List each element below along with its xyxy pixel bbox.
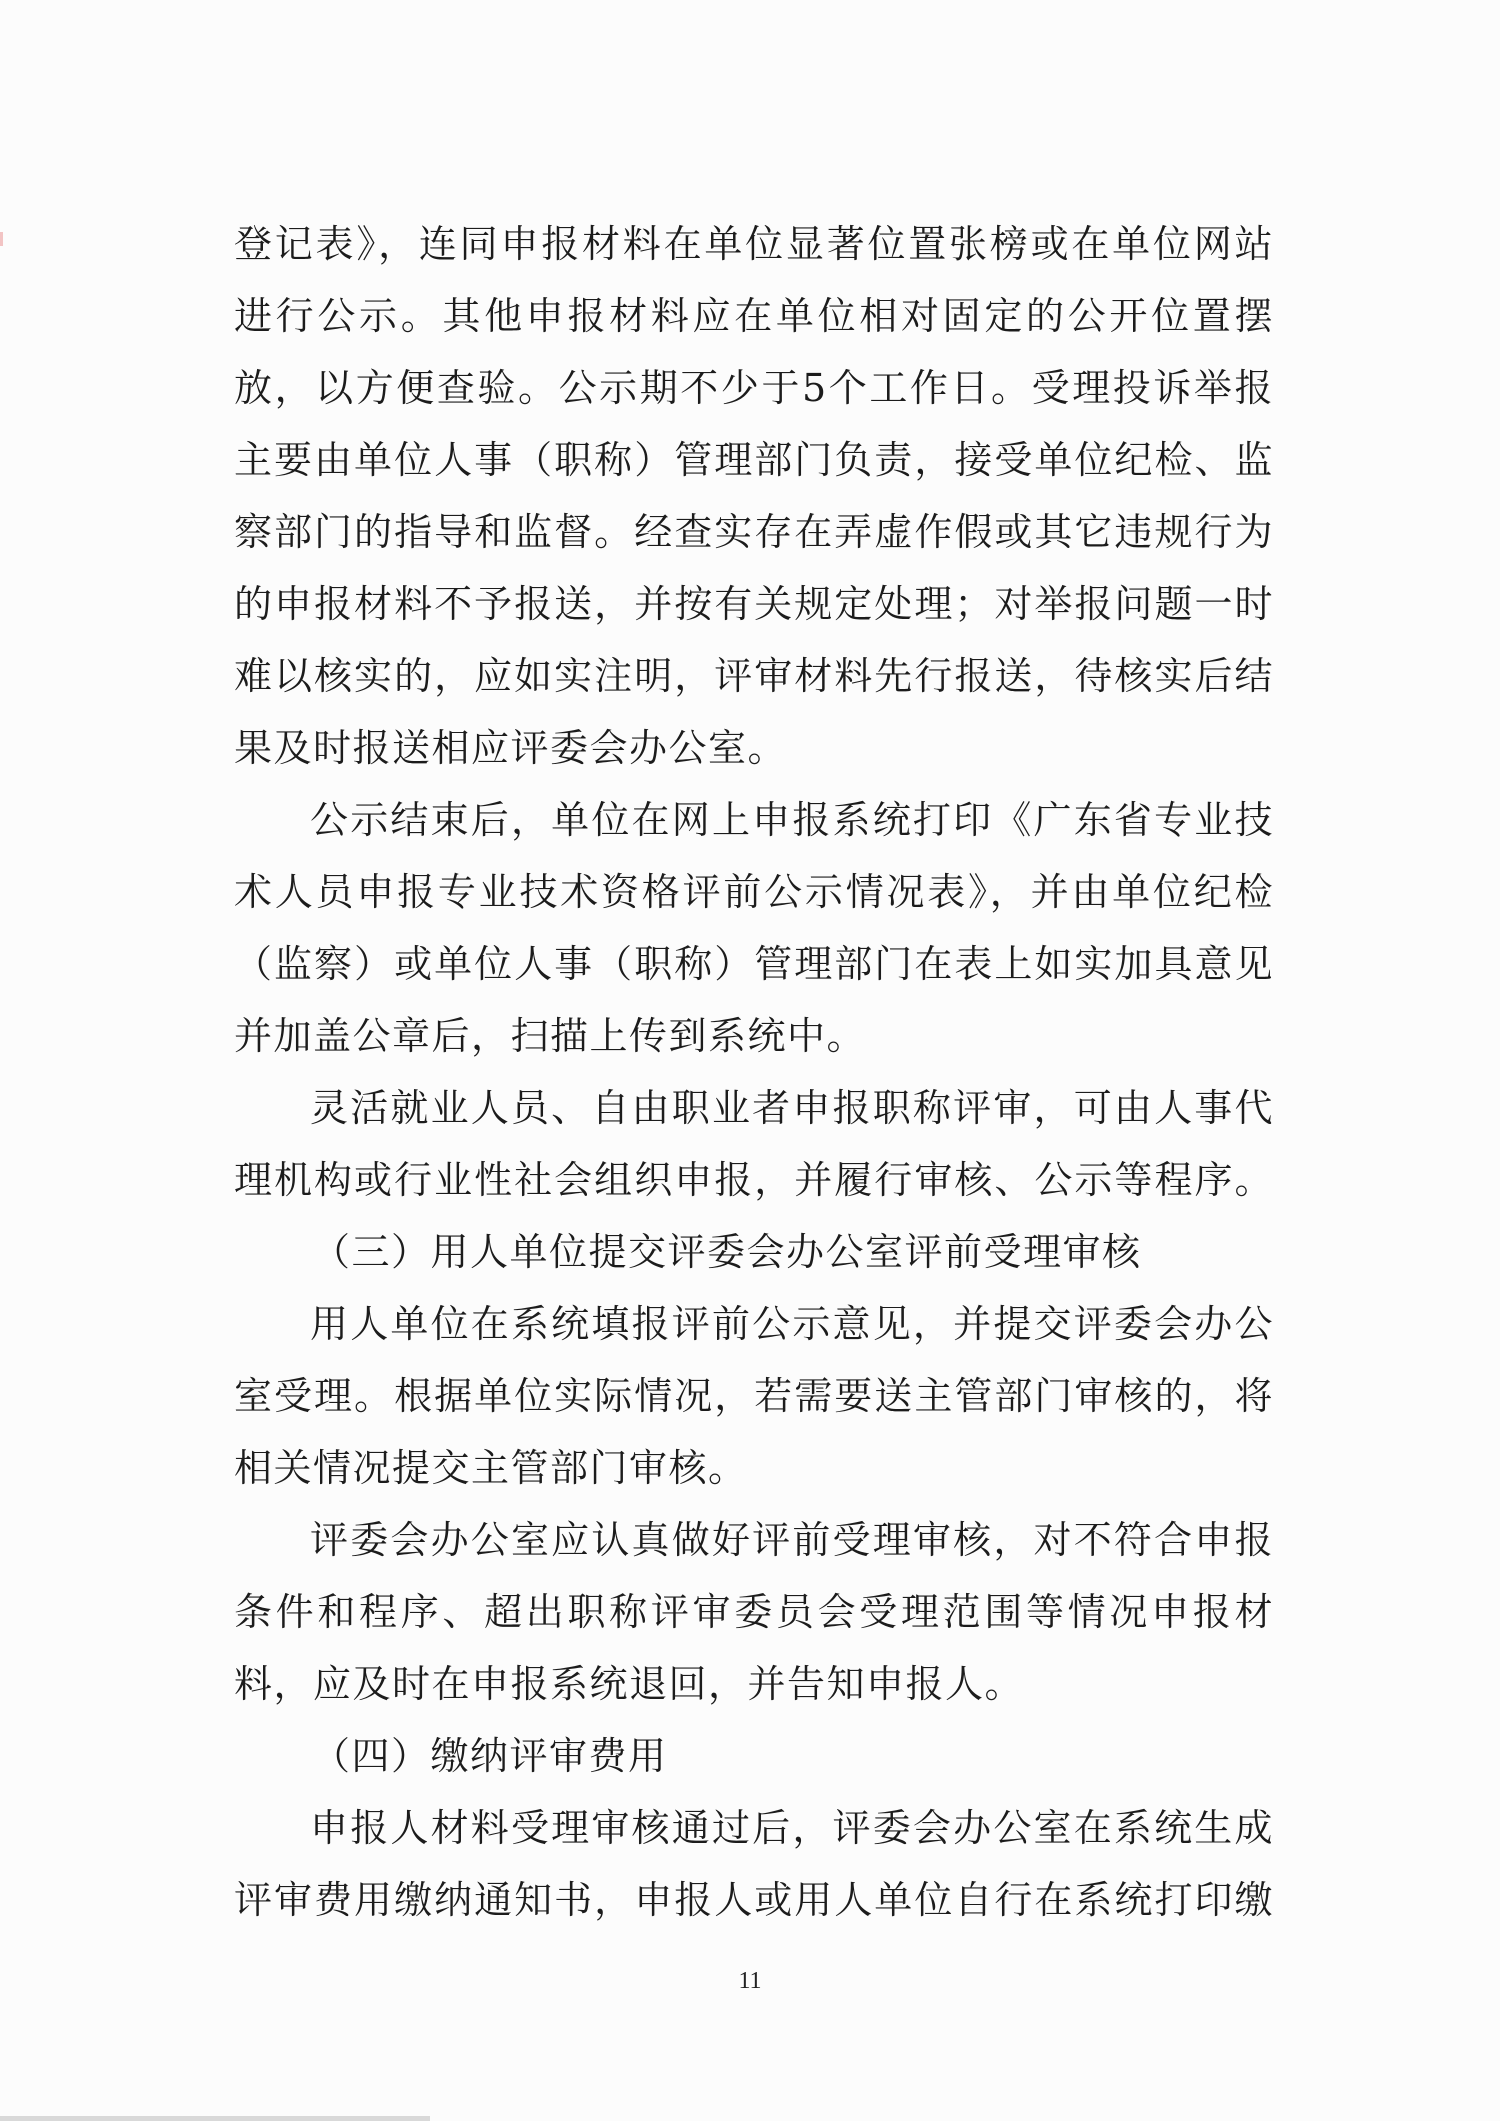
paragraph-first-line: 公示结束后，单位在网上申报系统打印《广东省专业技 [310, 798, 1274, 842]
body-text-line: 主要由单位人事（职称）管理部门负责，接受单位纪检、监 [234, 438, 1274, 482]
scan-edge [0, 2116, 430, 2121]
body-text-line: 放，以方便查验。公示期不少于5个工作日。受理投诉举报 [234, 366, 1274, 410]
body-text-line: 难以核实的，应如实注明，评审材料先行报送，待核实后结 [234, 654, 1274, 698]
body-text-line: 条件和程序、超出职称评审委员会受理范围等情况申报材 [234, 1590, 1274, 1634]
body-text-line: 室受理。根据单位实际情况，若需要送主管部门审核的，将 [234, 1374, 1274, 1418]
paragraph-first-line: 灵活就业人员、自由职业者申报职称评审，可由人事代 [310, 1086, 1274, 1130]
body-text-line: 果及时报送相应评委会办公室。 [234, 726, 788, 770]
paragraph-first-line: 申报人材料受理审核通过后，评委会办公室在系统生成 [310, 1806, 1274, 1850]
body-text-line: 并加盖公章后，扫描上传到系统中。 [234, 1014, 867, 1058]
body-text-line: 评审费用缴纳通知书，申报人或用人单位自行在系统打印缴 [234, 1878, 1274, 1922]
body-text-line: 料，应及时在申报系统退回，并告知申报人。 [234, 1662, 1025, 1706]
body-text-line: 的申报材料不予报送，并按有关规定处理；对举报问题一时 [234, 582, 1274, 626]
body-text-line: 术人员申报专业技术资格评前公示情况表》，并由单位纪检 [234, 870, 1274, 914]
body-text-line: 登记表》，连同申报材料在单位显著位置张榜或在单位网站 [234, 222, 1274, 266]
body-text-line: 察部门的指导和监督。经查实存在弄虚作假或其它违规行为 [234, 510, 1274, 554]
scan-mark [0, 232, 3, 246]
body-text-line: （监察）或单位人事（职称）管理部门在表上如实加具意见 [234, 942, 1274, 986]
page-number: 11 [738, 1968, 762, 1994]
section-heading: （三）用人单位提交评委会办公室评前受理审核 [312, 1230, 1142, 1274]
paragraph-first-line: 用人单位在系统填报评前公示意见，并提交评委会办公 [310, 1302, 1274, 1346]
body-text-line: 理机构或行业性社会组织申报，并履行审核、公示等程序。 [234, 1158, 1274, 1202]
body-text-line: 相关情况提交主管部门审核。 [234, 1446, 748, 1490]
body-text-line: 进行公示。其他申报材料应在单位相对固定的公开位置摆 [234, 294, 1274, 338]
section-heading: （四）缴纳评审费用 [312, 1734, 668, 1778]
paragraph-first-line: 评委会办公室应认真做好评前受理审核，对不符合申报 [310, 1518, 1274, 1562]
